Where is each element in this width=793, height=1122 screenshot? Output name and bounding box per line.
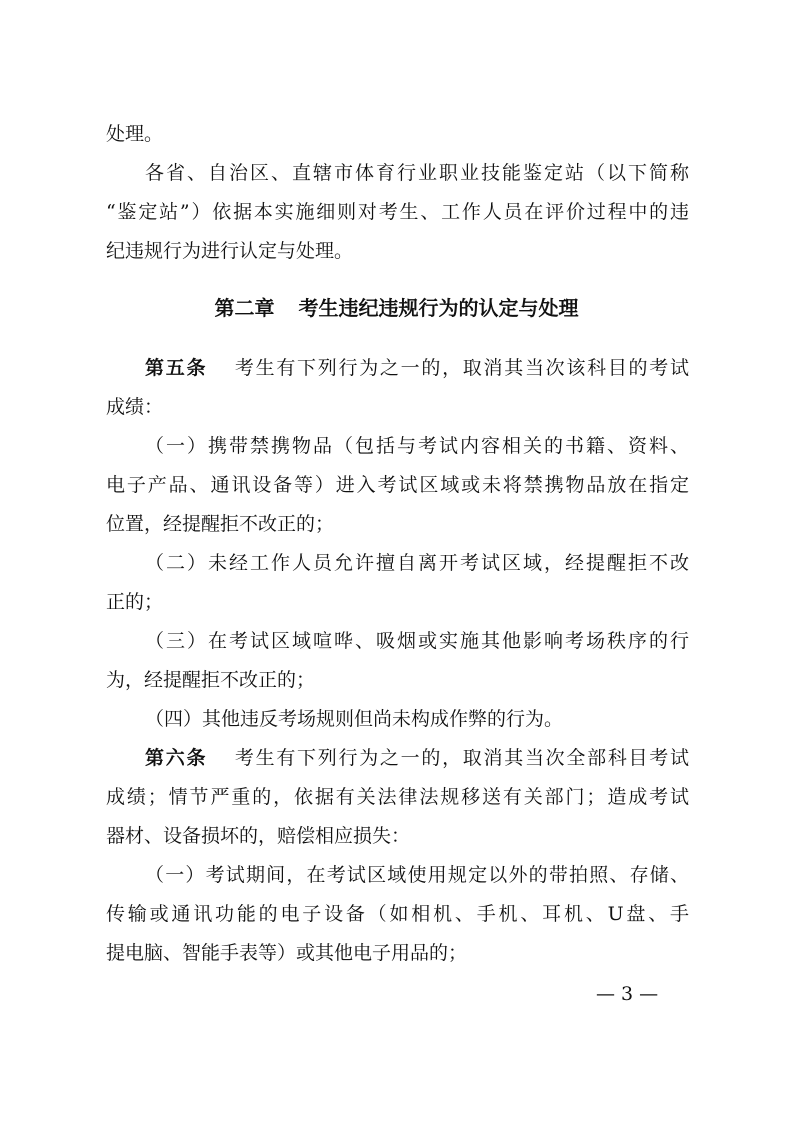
paragraph-line: 电子产品、通讯设备等）进入考试区域或未将禁携物品放在指定 <box>106 474 689 496</box>
article-line <box>145 355 689 381</box>
paragraph-line: 纪违规行为进行认定与处理。 <box>106 240 354 262</box>
article-label: 第六条 <box>145 747 208 769</box>
paragraph-line: 为，经提醒拒不改正的； <box>106 669 316 691</box>
paragraph-line: “鉴定站”）依据本实施细则对考生、工作人员在评价过程中的违 <box>106 201 689 223</box>
paragraph-line: （四）其他违反考场规则但尚未构成作弊的行为。 <box>145 708 564 730</box>
paragraph-line: 位置，经提醒拒不改正的； <box>106 513 335 535</box>
paragraph-line: （一）携带禁携物品（包括与考试内容相关的书籍、资料、 <box>145 435 689 457</box>
paragraph-line: 成绩；情节严重的，依据有关法律法规移送有关部门；造成考试 <box>106 786 689 808</box>
paragraph-line: 器材、设备损坏的，赔偿相应损失： <box>106 825 411 847</box>
page-number: — 3 — <box>596 983 659 1005</box>
article-label: 第五条 <box>145 357 208 379</box>
chapter-title: 考生违纪违规行为的认定与处理 <box>298 296 579 320</box>
article-text: 考生有下列行为之一的，取消其当次该科目的考试 <box>233 357 689 379</box>
article-text: 考生有下列行为之一的，取消其当次全部科目考试 <box>233 747 689 769</box>
paragraph-line: 处理。 <box>106 123 164 145</box>
paragraph-line: 各省、自治区、直辖市体育行业职业技能鉴定站（以下简称 <box>145 162 689 184</box>
paragraph-line: 成绩： <box>106 396 164 418</box>
paragraph-line: 传输或通讯功能的电子设备（如相机、手机、耳机、U盘、手 <box>106 903 689 925</box>
chapter-label: 第二章 <box>214 296 275 320</box>
chapter-heading <box>0 294 793 322</box>
paragraph-line: 提电脑、智能手表等）或其他电子用品的； <box>106 942 468 964</box>
paragraph-line: 正的； <box>106 591 164 613</box>
paragraph-line: （二）未经工作人员允许擅自离开考试区域，经提醒拒不改 <box>145 552 689 574</box>
paragraph-line: （一）考试期间，在考试区域使用规定以外的带拍照、存储、 <box>145 864 689 886</box>
article-line <box>145 745 689 771</box>
paragraph-line: （三）在考试区域喧哗、吸烟或实施其他影响考场秩序的行 <box>145 630 689 652</box>
